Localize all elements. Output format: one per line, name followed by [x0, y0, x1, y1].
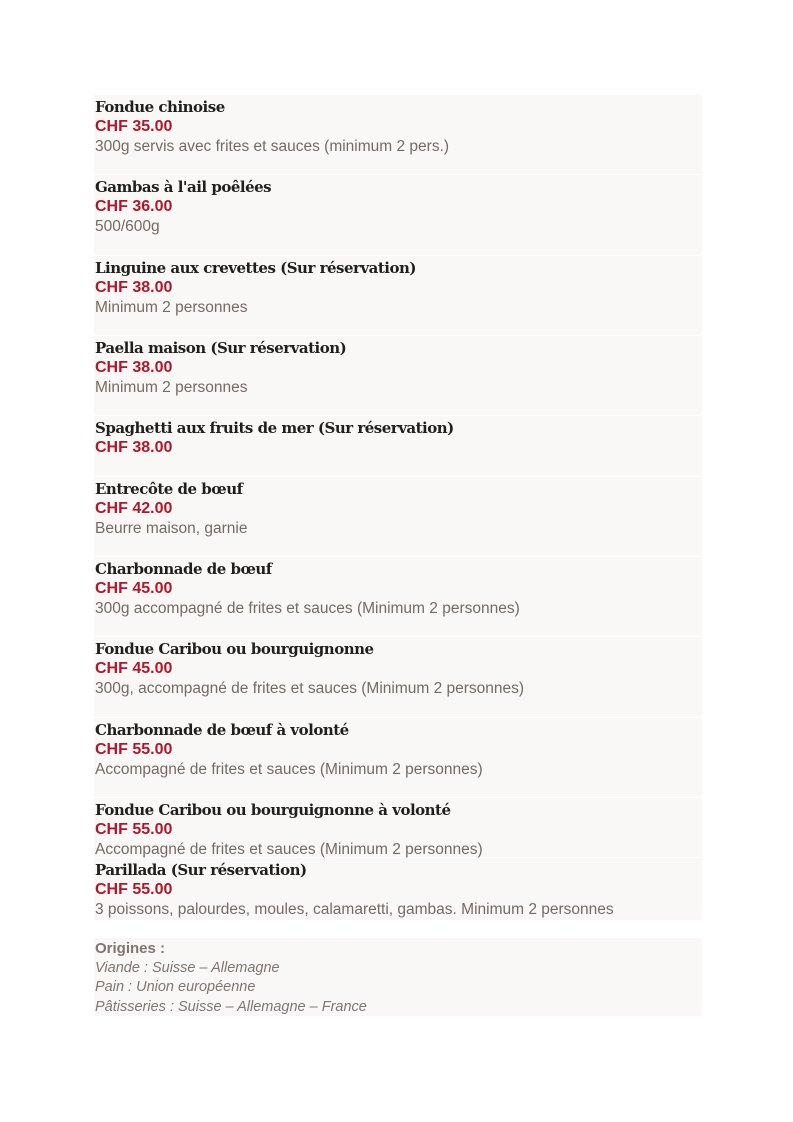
dish-name: Paella maison (Sur réservation) [95, 338, 347, 357]
dish-name: Gambas à l'ail poêlées [95, 178, 272, 197]
dish-name: Parillada (Sur réservation) [95, 861, 307, 880]
dish-name: Fondue Caribou ou bourguignonne à volonté [95, 800, 451, 819]
dish-description: 3 poissons, palourdes, moules, calamaretti, gambas. Minimum 2 personnes [95, 901, 614, 919]
origin-line-pastry: Pâtisseries : Suisse – Allemagne – France [95, 998, 367, 1015]
dish-price: CHF 35.00 [95, 118, 173, 135]
dish-description: 300g servis avec frites et sauces (minimum 2 pers.) [95, 138, 450, 155]
menu-item [94, 476, 702, 556]
menu-item [94, 556, 702, 636]
dish-name: Linguine aux crevettes (Sur réservation) [95, 258, 416, 277]
dish-name: Fondue Caribou ou bourguignonne [95, 640, 374, 659]
origin-line-meat: Viande : Suisse – Allemagne [95, 959, 280, 976]
dish-price: CHF 36.00 [95, 198, 173, 216]
menu-item [94, 717, 702, 797]
origins-title: Origines : [95, 940, 166, 958]
menu-list [94, 94, 702, 1016]
menu-item [94, 255, 702, 335]
dish-name: Fondue chinoise [95, 98, 225, 116]
dish-price: CHF 45.00 [95, 579, 173, 597]
menu-item [94, 636, 702, 716]
menu-item [94, 415, 702, 476]
dish-description: Beurre maison, garnie [95, 519, 248, 537]
menu-item [94, 174, 702, 254]
dish-description: Accompagné de frites et sauces (Minimum 2 personnes) [95, 840, 483, 858]
menu-item [94, 335, 702, 415]
dish-description: 500/600g [95, 218, 160, 236]
dish-price: CHF 38.00 [95, 278, 173, 296]
dish-description: 300g accompagné de frites et sauces (Minimum 2 personnes) [95, 599, 520, 617]
dish-name: Charbonnade de bœuf [95, 559, 272, 578]
menu-item [94, 797, 702, 858]
menu-item [94, 94, 702, 174]
dish-description: Minimum 2 personnes [95, 378, 248, 396]
menu-item [94, 857, 702, 920]
dish-description: 300g, accompagné de frites et sauces (Minimum 2 personnes) [95, 680, 525, 698]
dish-name: Charbonnade de bœuf à volonté [95, 720, 349, 739]
dish-description: Minimum 2 personnes [95, 298, 248, 316]
origin-line-bread: Pain : Union européenne [95, 979, 256, 996]
origins-box [94, 938, 702, 1016]
dish-price: CHF 38.00 [95, 439, 173, 457]
dish-price: CHF 55.00 [95, 740, 173, 758]
dish-price: CHF 38.00 [95, 358, 173, 376]
dish-price: CHF 42.00 [95, 499, 173, 517]
dish-price: CHF 55.00 [95, 881, 173, 899]
dish-name: Spaghetti aux fruits de mer (Sur réservation) [95, 419, 454, 438]
dish-price: CHF 55.00 [95, 820, 173, 838]
dish-name: Entrecôte de bœuf [95, 479, 243, 498]
dish-description: Accompagné de frites et sauces (Minimum 2 personnes) [95, 760, 483, 778]
dish-price: CHF 45.00 [95, 660, 173, 678]
